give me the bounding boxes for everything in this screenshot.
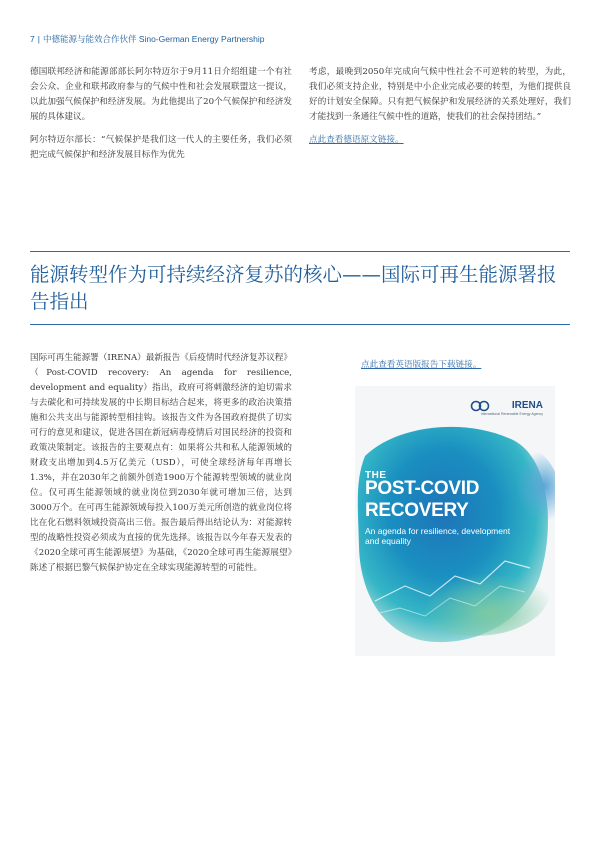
irena-logo-text: IRENA [511,400,543,411]
body-right-column [361,352,481,371]
section-rule-bottom [30,324,570,325]
page-number: 7 [30,34,35,44]
irena-logo-subtitle: International Renewable Energy Agency [480,412,543,416]
top-left-column [30,65,292,171]
cover-subtitle: An agenda for resilience, development and equality [365,526,511,546]
cover-title-main [365,478,479,522]
top-right-column [309,65,571,148]
page-header [30,33,265,45]
irena-logo-icon [472,402,489,411]
paragraph: 阿尔特迈尔部长：“气候保护是我们这一代人的主要任务，我们必须把完成气候保护和经济发展目标作为优先 [30,135,292,160]
paragraph: 德国联邦经济和能源部部长阿尔特迈尔于9月11日介绍组建一个有社会公众、企业和联邦政府参与的气候中性和社会发展联盟这一提议，以此加强气候保护和经济发展。为此他提出了20个气候保护和经济发展的具体建议。 [30,67,292,122]
cover-title-the: THE [365,470,387,481]
english-report-link[interactable]: 点此查看英语版报告下载链接。 [361,360,482,370]
section-rule-top [30,251,570,252]
paragraph: 国际可再生能源署（IRENA）最新报告《后疫情时代经济复苏议程》（Post-COVID recovery: An agenda for resilience, development and equality）指出，政府可将刺激经济的迫切需求与去碳化和可持续发展的中长期目标结合起来，将更多的政治决策措施和公共支出与能源转型相挂钩。该报告文件为各国政府提供了切实可行的意见和建议，促进各国在新冠病毒疫情后对国民经济的投资和政策决策制定。该报告的主要观点有：如果将公共和私人能源领域的财政支出增加到4.5万亿美元（USD），可使全球经济每年再增长1.3%，并在2030年之前额外创造1900万个能源转型领域的就业岗位。仅可再生能源领域的就业岗位到2030年就可增加三倍，达到3000万个。在可再生能源领域每投入100万美元所创造的就业岗位将比在化石燃料领域投资高出三倍。报告最后得出结论认为：对能源转型的战略性投资必须成为直接的优先选择。该报告以今年春天发表的《2020全球可再生能源展望》为基础，《2020全球可再生能源展望》陈述了根据巴黎气候保护协定在全球实现能源转型的可能性。 [30,353,292,573]
watercolor-green [400,546,550,636]
cover-title-line: RECOVERY [365,500,469,521]
header-title-en: Sino-German Energy Partnership [138,34,265,44]
body-left-column [30,351,292,584]
header-separator: | [37,34,40,44]
report-cover-image [355,386,555,656]
cover-title-line: POST-COVID [365,478,480,499]
section-title: 能源转型作为可持续经济复苏的核心——国际可再生能源署报告指出 [30,263,557,313]
german-original-link[interactable]: 点此查看德语原文链接。 [309,135,404,145]
paragraph: 考虑，最晚到2050年完成向气候中性社会不可逆转的转型，为此，我们必须支持企业，特别是中小企业完成必要的转型，为他们提供良好的计划安全保障。只有把气候保护和发展经济的关系处理好，我们才能找到一条通往气候中性的道路，使我们的社会保持团结。” [309,67,571,122]
header-title-cn: 中德能源与能效合作伙伴 [42,34,137,44]
